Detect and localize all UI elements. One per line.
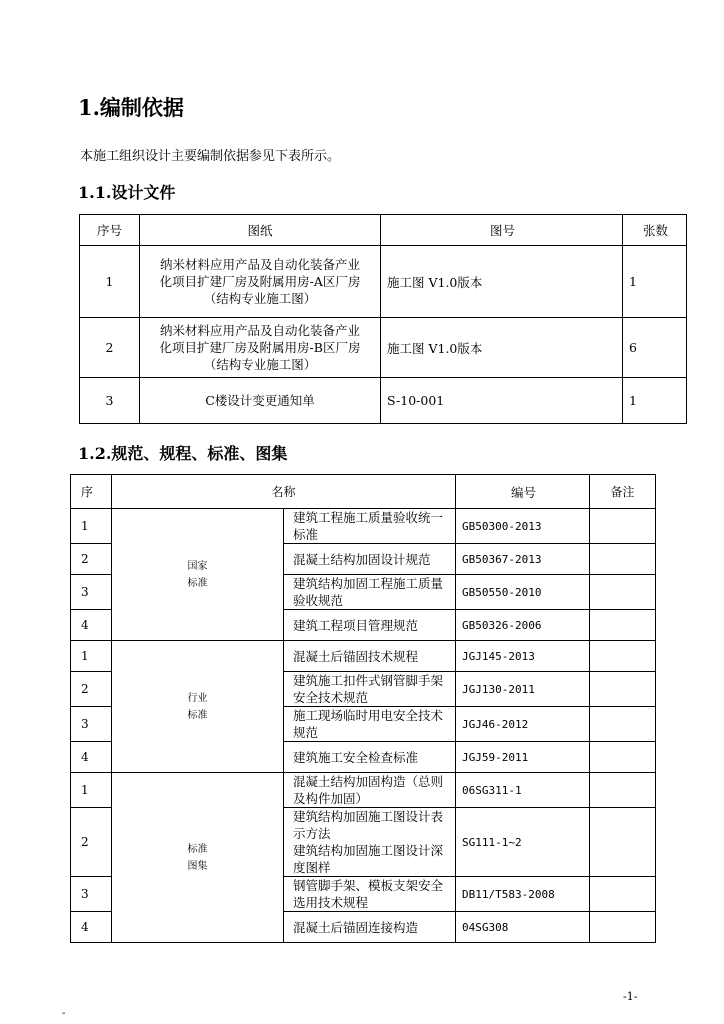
row-no: 4 — [71, 912, 112, 943]
row-code: DB11/T583-2008 — [456, 877, 590, 912]
category-national — [112, 509, 284, 641]
row-remark — [590, 509, 656, 544]
row-remark — [590, 877, 656, 912]
row-name: 建筑工程施工质量验收统一标准 — [284, 509, 456, 544]
standards-table — [70, 474, 656, 943]
row-no: 1 — [71, 641, 112, 672]
row-code: 施工图 V1.0版本 — [381, 318, 623, 378]
page-heading: 1.编制依据 — [78, 95, 184, 120]
col-header-drawing: 图纸 — [140, 215, 381, 246]
row-name: 建筑工程项目管理规范 — [284, 610, 456, 641]
row-name: 钢管脚手架、模板支架安全选用技术规程 — [284, 877, 456, 912]
row-no: 1 — [71, 773, 112, 808]
section1-title: 1.1.设计文件 — [78, 183, 176, 202]
row-code: GB50550-2010 — [456, 575, 590, 610]
row-name: 混凝土后锚固连接构造 — [284, 912, 456, 943]
col-header-no: 序号 — [80, 215, 140, 246]
row-remark — [590, 773, 656, 808]
table-row — [80, 318, 687, 378]
row-remark — [590, 707, 656, 742]
category-line: 国家 — [187, 560, 208, 572]
table-header-row — [71, 475, 656, 509]
footer-mark: - — [62, 1008, 66, 1019]
row-no: 2 — [80, 318, 140, 378]
row-drawing — [140, 318, 381, 378]
section2-title: 1.2.规范、规程、标准、图集 — [78, 444, 288, 463]
row-remark — [590, 575, 656, 610]
row-code: 施工图 V1.0版本 — [381, 246, 623, 318]
row-no: 3 — [71, 575, 112, 610]
row-no: 3 — [71, 707, 112, 742]
row-remark — [590, 672, 656, 707]
row-drawing — [140, 246, 381, 318]
intro-text: 本施工组织设计主要编制依据参见下表所示。 — [80, 149, 341, 164]
table-row — [71, 509, 656, 544]
row-remark — [590, 641, 656, 672]
category-industry — [112, 641, 284, 773]
row-code: 06SG311-1 — [456, 773, 590, 808]
row-remark — [590, 912, 656, 943]
row-code: JGJ130-2011 — [456, 672, 590, 707]
drawing-line: 纳米材料应用产品及自动化装备产业 — [159, 323, 360, 338]
row-no: 3 — [71, 877, 112, 912]
col-header-remark: 备注 — [590, 475, 656, 509]
row-count: 1 — [623, 246, 687, 318]
row-no: 1 — [71, 509, 112, 544]
row-name: 混凝土结构加固设计规范 — [284, 544, 456, 575]
table-row — [80, 246, 687, 318]
row-name: 混凝土结构加固构造（总则及构件加固） — [284, 773, 456, 808]
col-header-no: 序 — [71, 475, 112, 509]
drawing-line: 化项目扩建厂房及附属用房-B区厂房 — [159, 340, 361, 355]
row-no: 4 — [71, 742, 112, 773]
row-code: S-10-001 — [381, 378, 623, 424]
category-line: 标准 — [187, 709, 208, 721]
row-code: GB50326-2006 — [456, 610, 590, 641]
row-count: 1 — [623, 378, 687, 424]
col-header-code: 编号 — [456, 475, 590, 509]
drawing-line: 化项目扩建厂房及附属用房-A区厂房 — [159, 274, 361, 289]
col-header-count: 张数 — [623, 215, 687, 246]
drawing-line: （结构专业施工图） — [203, 357, 317, 372]
row-no: 4 — [71, 610, 112, 641]
row-remark — [590, 610, 656, 641]
table-header-row — [80, 215, 687, 246]
row-name: 施工现场临时用电安全技术规范 — [284, 707, 456, 742]
row-name — [284, 808, 456, 877]
row-code: SG111-1~2 — [456, 808, 590, 877]
row-no: 2 — [71, 808, 112, 877]
page-number: -1- — [623, 990, 638, 1003]
drawing-line: （结构专业施工图） — [203, 291, 317, 306]
row-code: JGJ46-2012 — [456, 707, 590, 742]
row-no: 3 — [80, 378, 140, 424]
col-header-name: 名称 — [112, 475, 456, 509]
col-header-code: 图号 — [381, 215, 623, 246]
row-name: 建筑施工扣件式钢管脚手架安全技术规范 — [284, 672, 456, 707]
row-remark — [590, 544, 656, 575]
table-row — [80, 378, 687, 424]
category-line: 图集 — [187, 860, 208, 872]
category-line: 标准 — [187, 843, 208, 855]
drawing-line: 纳米材料应用产品及自动化装备产业 — [159, 257, 360, 272]
row-name: 建筑施工安全检查标准 — [284, 742, 456, 773]
row-no: 1 — [80, 246, 140, 318]
row-name: 混凝土后锚固技术规程 — [284, 641, 456, 672]
name-line: 建筑结构加固施工图设计深度图样 — [293, 843, 444, 875]
table-row — [71, 773, 656, 808]
row-code: 04SG308 — [456, 912, 590, 943]
row-code: JGJ59-2011 — [456, 742, 590, 773]
row-code: JGJ145-2013 — [456, 641, 590, 672]
row-remark — [590, 742, 656, 773]
row-code: GB50300-2013 — [456, 509, 590, 544]
row-no: 2 — [71, 544, 112, 575]
drawing-line: C楼设计变更通知单 — [205, 393, 315, 408]
row-drawing — [140, 378, 381, 424]
row-name: 建筑结构加固工程施工质量验收规范 — [284, 575, 456, 610]
category-atlas — [112, 773, 284, 943]
name-line: 建筑结构加固施工图设计表示方法 — [293, 809, 444, 841]
category-line: 标准 — [187, 577, 208, 589]
table-row — [71, 641, 656, 672]
row-remark — [590, 808, 656, 877]
design-documents-table — [79, 214, 687, 424]
row-count: 6 — [623, 318, 687, 378]
category-line: 行业 — [187, 692, 208, 704]
row-code: GB50367-2013 — [456, 544, 590, 575]
row-no: 2 — [71, 672, 112, 707]
